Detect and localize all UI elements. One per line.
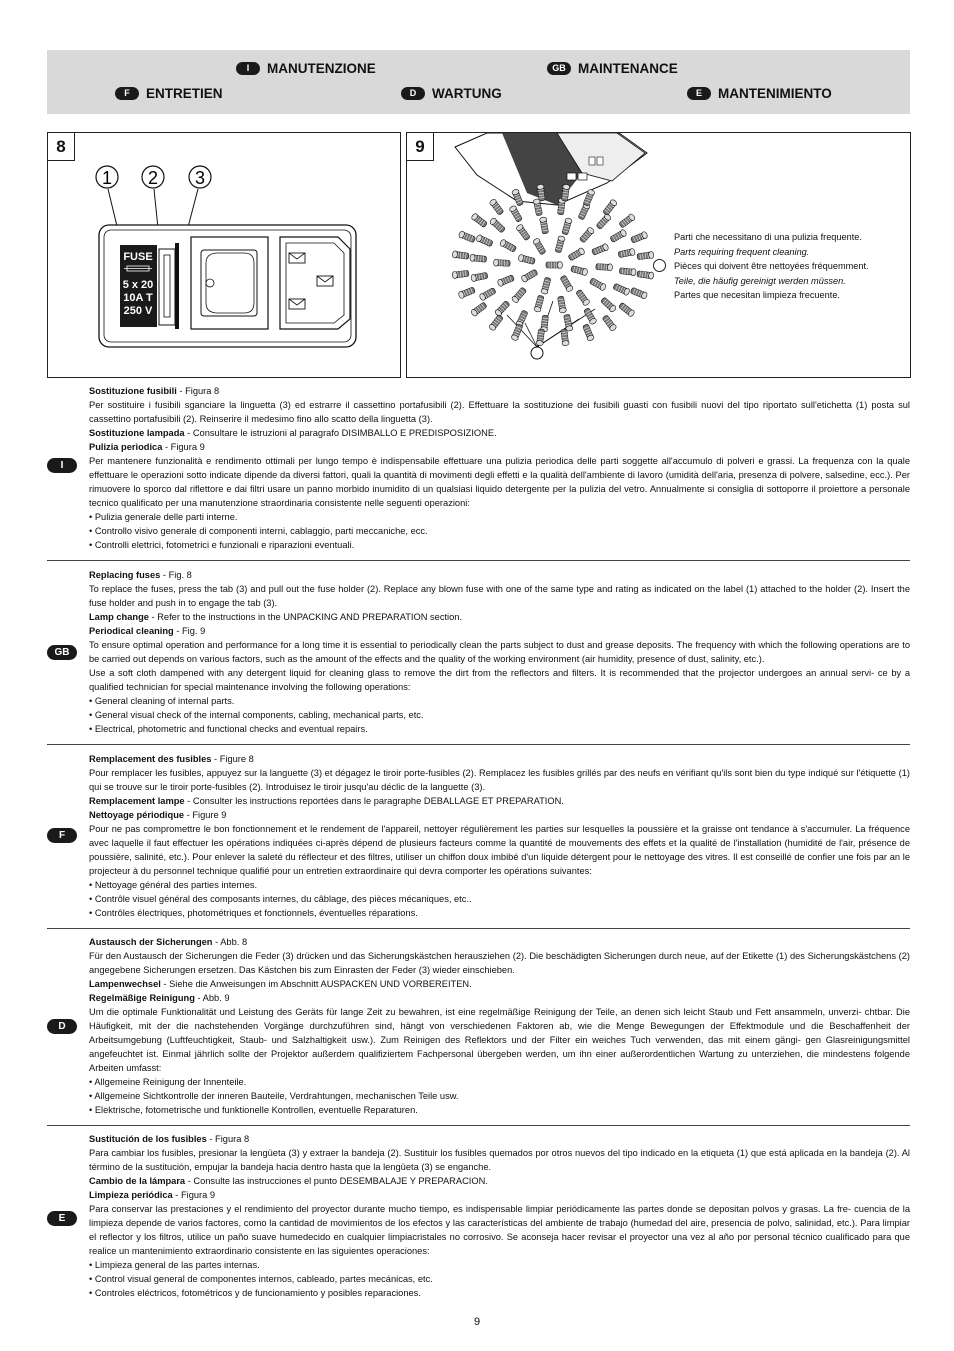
section-es xyxy=(47,1132,910,1304)
paragraph-text: • Nettoyage général des parties internes. xyxy=(89,880,258,890)
lens-tube xyxy=(494,300,510,317)
paragraph-text: • Controlli elettrici, fotometrici e funzionali e riparazioni eventuali. xyxy=(89,540,355,550)
lens-tube xyxy=(582,324,595,342)
lens-tube xyxy=(630,287,648,300)
lens-tube xyxy=(596,263,613,271)
lens-tube xyxy=(630,231,648,244)
legend-marker-circle xyxy=(653,259,666,272)
header-label-de: WARTUNG xyxy=(432,86,502,101)
paragraph-text: • Control visual general de componentes internos, cableado, partes mecánicas, etc. xyxy=(89,1274,433,1284)
badge-fr: F xyxy=(115,87,139,100)
lens-tube xyxy=(479,287,497,301)
lens-tube xyxy=(511,323,524,341)
lens-tube xyxy=(602,199,618,216)
paragraph-title: Austausch der Sicherungen xyxy=(89,937,213,947)
paragraph-text: Para cambiar los fusibles, presionar la lengüeta (3) y extraer la bandeja (2). Sustituir los fusibles quemados por otros nuevos del tipo indicado en la etiqueta (1) que está aplicada en la bandeja (2). Al término de la sustitución, empujar la bandeja hacia dentro hasta que la lengüeta (3) se enganche. xyxy=(89,1148,910,1172)
header-item-de xyxy=(401,86,502,101)
lens-tube xyxy=(546,262,563,269)
paragraph-title: Pulizia periodica xyxy=(89,442,163,452)
lens-tube xyxy=(560,329,569,346)
paragraph-reference: - Figura 8 xyxy=(176,386,220,396)
paragraph xyxy=(89,638,910,666)
section-content xyxy=(89,384,910,552)
paragraph-title: Remplacement lampe xyxy=(89,796,185,806)
lens-tube xyxy=(618,302,635,318)
paragraph-text: • Contrôle visuel général des composants internes, du câblage, des pièces mécaniques, etc.. xyxy=(89,894,472,904)
lens-tube xyxy=(509,205,523,223)
lens-tube xyxy=(618,248,636,258)
section-fr xyxy=(47,752,910,924)
callout-1: 1 xyxy=(101,168,113,188)
paragraph xyxy=(89,878,910,892)
legend-line-it: Parti che necessitano di una pulizia frequente. xyxy=(674,232,862,242)
section-badge: E xyxy=(47,1211,77,1226)
lens-tube xyxy=(557,296,567,313)
figure-9-legend xyxy=(674,230,909,303)
paragraph xyxy=(89,1075,910,1089)
header-label-gb: MAINTENANCE xyxy=(578,61,678,76)
lens-tube xyxy=(589,277,607,291)
paragraph xyxy=(89,398,910,426)
lens-tube xyxy=(499,239,517,253)
paragraph-text: • Allgemeine Reinigung der Innenteile. xyxy=(89,1077,247,1087)
paragraph xyxy=(89,1089,910,1103)
paragraph xyxy=(89,1188,910,1202)
paragraph xyxy=(89,1286,910,1300)
fuse-label-line-1: FUSE xyxy=(123,251,153,263)
paragraph xyxy=(89,1146,910,1174)
lens-tube xyxy=(602,314,618,331)
badge-de: D xyxy=(401,87,425,100)
paragraph xyxy=(89,1132,910,1146)
paragraph-text: • Limpieza general de las partes internas. xyxy=(89,1260,260,1270)
section-content xyxy=(89,752,910,920)
paragraph-title: Remplacement des fusibles xyxy=(89,754,212,764)
paragraph-reference: - Abb. 9 xyxy=(194,993,230,1003)
paragraph-reference: - Siehe die Anweisungen im Abschnitt AUSPACKEN UND VORBEREITEN. xyxy=(160,979,472,989)
paragraph-text: • Allgemeine Sichtkontrolle der inneren Bauteile, Verdrahtungen, mechanischen Teile usw. xyxy=(89,1091,459,1101)
paragraph-reference: - Figura 9 xyxy=(172,1190,216,1200)
paragraph-title: Lampenwechsel xyxy=(89,979,161,989)
paragraph xyxy=(89,949,910,977)
lens-tube xyxy=(532,237,546,255)
paragraph xyxy=(89,708,910,722)
figure-number: 9 xyxy=(407,133,434,161)
paragraph-text: Pour remplacer les fusibles, appuyez sur la languette (3) et dégagez le tiroir porte-fusibles (2). Remplacez les fusibles grillés par des neufs en vérifiant qu'ils sont bien du type indiqué sur l'étiquette (1) qui se trouve sur le tiroir porte-fusibles (2). Introduisez le tiroir jusqu'au déclic de la languette (3). xyxy=(89,768,910,792)
paragraph xyxy=(89,666,910,694)
lens-tube xyxy=(476,234,494,247)
badge-es: E xyxy=(687,87,711,100)
lens-tube xyxy=(568,247,586,261)
paragraph-title: Regelmäßige Reinigung xyxy=(89,993,195,1003)
paragraph xyxy=(89,722,910,736)
paragraph xyxy=(89,1272,910,1286)
paragraph xyxy=(89,568,910,582)
lens-tube xyxy=(521,269,539,283)
paragraph xyxy=(89,1258,910,1272)
lens-tube xyxy=(540,277,551,295)
paragraph xyxy=(89,935,910,949)
paragraph-text: • Contrôles électriques, photométriques et fonctionnels, éventuelles réparations. xyxy=(89,908,418,918)
header-item-fr xyxy=(115,86,223,101)
lens-tube xyxy=(560,275,574,293)
paragraph-text: • Elektrische, fotometrische und funktionelle Kontrollen, eventuelle Reparaturen. xyxy=(89,1105,418,1115)
paragraph-title: Sostituzione lampada xyxy=(89,428,185,438)
section-badge: F xyxy=(47,828,77,843)
paragraph-reference: - Figure 9 xyxy=(184,810,227,820)
page-number: 9 xyxy=(473,1316,481,1328)
section-it xyxy=(47,384,910,556)
section-gb xyxy=(47,568,910,740)
paragraph-text: Per sostituire i fusibili sganciare la linguetta (3) ed estrarre il cassettino portafusibili (2). Effettuare la sostituzione dei fusibili guasti con fusibili nuovi del tipo riportato sull'etichetta (1) posta sul cassettino portafusibili (2). Reinserire il medesimo fino allo scatto della linguetta (3). xyxy=(89,400,910,424)
lens-tube xyxy=(610,229,628,243)
lens-tube xyxy=(511,287,527,304)
lens-tube xyxy=(536,329,545,346)
paragraph xyxy=(89,1005,910,1075)
header-label-it: MANUTENZIONE xyxy=(267,61,376,76)
section-badge: D xyxy=(47,1019,77,1034)
paragraph xyxy=(89,426,910,440)
paragraph-title: Periodical cleaning xyxy=(89,626,174,636)
lens-tube xyxy=(471,213,488,229)
figure-8 xyxy=(47,132,401,378)
lens-tube xyxy=(497,274,515,287)
paragraph-text: Use a soft cloth dampened with any detergent liquid for cleaning glass to remove the dirt from the reflectors and filters. It is recommended that the projector undergoes an annual servi- ce by a qualified technician for special maintenance involving the following operations: xyxy=(89,668,910,692)
header-label-fr: ENTRETIEN xyxy=(146,86,223,101)
paragraph xyxy=(89,624,910,638)
lens-tube xyxy=(452,251,469,260)
paragraph xyxy=(89,524,910,538)
paragraph-text: • Pulizia generale delle parti interne. xyxy=(89,512,238,522)
paragraph-text: • Controles eléctricos, fotométricos y de funcionamiento y posibles reparaciones. xyxy=(89,1288,421,1298)
paragraph xyxy=(89,538,910,552)
section-badge: GB xyxy=(47,645,77,660)
paragraph xyxy=(89,440,910,454)
paragraph-reference: - Figura 9 xyxy=(162,442,205,452)
lens-tube xyxy=(583,307,597,325)
lens-tube xyxy=(570,265,588,276)
section-badge: I xyxy=(47,458,77,473)
pointer-circle xyxy=(531,347,543,359)
paragraph xyxy=(89,766,910,794)
paragraph xyxy=(89,808,910,822)
paragraph-reference: - Consulter les instructions reportées dans le paragraphe DEBALLAGE ET PREPARATION. xyxy=(184,796,564,806)
paragraph-title: Replacing fuses xyxy=(89,570,161,580)
lens-tube xyxy=(596,213,612,230)
paragraph xyxy=(89,384,910,398)
lens-tube xyxy=(619,213,636,229)
paragraph-text: Pour ne pas compromettre le bon fonctionnement et le rendement de l'appareil, nettoyer régulièrement les parties sur lesquelles la poussière et la graisse ont tendance à s'accumuler. La fréquence avec laquelle il faut effectuer les opérations indiquées ci-après dépend de plusieurs facteurs comme la quantité de mouvements des effets et la qualité de l'installation (humidité de l'air, présence de poussière, salinité, etc.). Pour enlever la saleté du réflecteur et des filtres, utiliser un chiffon doux imbibé d'un liquide détergent pour le nettoyage des vitres. Il est conseillé de confier une fois par an le projecteur à du personnel technique qualifié pour un entretien extraordinaire qui devra comporter les opérations suivantes: xyxy=(89,824,910,876)
paragraph-text: Per mantenere funzionalità e rendimento ottimali per lungo tempo è indispensabile effettuare una pulizia periodica delle parti soggette all'accumulo di polveri e grassi. La frequenza con la quale effettuare le operazioni sotto indicate dipende da diversi fattori, quali la quantità di movimenti degli effetti e la qualità dell'ambiente di lavoro (umidità dell'aria, presenza di polvere, salsedine, ecc.). Per rimuovere lo sporco dal riflettore e dai filtri usare un panno morbido inumidito di un qualsiasi liquido detergente per la pulizia del vetro. Annualmente si consiglia di sottoporre il proiettore a personale tecnico qualificato per una manutenzione straordinaria consistente nelle seguenti operazioni: xyxy=(89,456,910,508)
lens-tube xyxy=(489,198,505,215)
paragraph xyxy=(89,892,910,906)
lens-tube xyxy=(458,286,476,299)
paragraph-text: Für den Austausch der Sicherungen die Feder (3) drücken und das Sicherungskästchen herausziehen (2). Die beschädigten Sicherungen durch neue, auf der Etikette (1) des Sicherungskästchens (2) angegebene Sicherungen ersetzen. Das Kästchen bis zum Einrasten der Feder (3) wieder einschieben. xyxy=(89,951,910,975)
section-divider xyxy=(47,560,910,561)
paragraph-reference: - Consulte las instrucciones el punto DESEMBALAJE Y PREPARACION. xyxy=(185,1176,488,1186)
callout-3: 3 xyxy=(194,168,206,188)
lens-tube xyxy=(458,230,476,243)
lens-tube xyxy=(493,259,510,267)
fuse-label-line-3: 10A T xyxy=(123,292,153,304)
figure-number: 8 xyxy=(48,133,75,161)
badge-it: I xyxy=(236,62,260,75)
paragraph xyxy=(89,906,910,920)
header-label-es: MANTENIMIENTO xyxy=(718,86,832,101)
lens-tube xyxy=(575,289,590,306)
lens-tube xyxy=(488,314,504,331)
lens-tube xyxy=(515,224,530,241)
callout-2: 2 xyxy=(147,168,159,188)
lens-tube xyxy=(591,243,609,256)
lens-tube xyxy=(555,235,566,253)
paragraph xyxy=(89,694,910,708)
fuse-label-line-2: 5 x 20 xyxy=(122,279,154,291)
paragraph xyxy=(89,822,910,878)
paragraph-reference: - Fig. 8 xyxy=(160,570,192,580)
section-content xyxy=(89,568,910,736)
header-item-es xyxy=(687,86,832,101)
legend-line-es: Partes que necesitan limpieza frecuente. xyxy=(674,290,840,300)
paragraph-text: To ensure optimal operation and performance for a long time it is essential to periodically clean the parts subject to dust and grease deposits. The frequency with which the following operations are to be carried out depends on various factors, such as the amount of the effects and the quality of the working environment (air humidity, presence of dust, salinity, etc.). xyxy=(89,640,910,664)
pointer-line xyxy=(525,323,537,347)
paragraph xyxy=(89,610,910,624)
paragraph-title: Lamp change xyxy=(89,612,149,622)
lens-tube xyxy=(539,217,549,234)
lens-tube xyxy=(489,217,506,233)
paragraph-reference: - Refer to the instructions in the UNPACKING AND PREPARATION section. xyxy=(148,612,463,622)
paragraph xyxy=(89,977,910,991)
lens-tube xyxy=(600,297,617,313)
figure-9 xyxy=(406,132,911,378)
paragraph-title: Sustitución de los fusibles xyxy=(89,1134,207,1144)
section-content xyxy=(89,935,910,1117)
language-header xyxy=(47,50,910,114)
paragraph-reference: - Figura 8 xyxy=(206,1134,250,1144)
paragraph-reference: - Figure 8 xyxy=(211,754,254,764)
lens-tube xyxy=(452,270,469,279)
paragraph-text: • Electrical, photometric and functional checks and eventual repairs. xyxy=(89,724,368,734)
paragraph-text: Para conservar las prestaciones y el rendimiento del proyector durante mucho tiempo, es indispensable limpiar periódicamente las partes donde se depositan polvos y grasas. La fre- cuencia de la limpieza depende de varios factores, como la cantidad de movimientos de los efectos y las características del ambiente de trabajo (humedad del aire, presencia de polvo, salinidad, etc.). Para limpiar el reflector y los filtros, utilice un paño suave humedecido en cualquier limpiacristales no corrosivo. Se aconseja hacer revisar el proyector una vez al año por personal técnico cualificado para que realice un mantenimiento extraordinario consistente en las siguientes operaciones: xyxy=(89,1204,910,1256)
paragraph xyxy=(89,582,910,610)
lens-tube xyxy=(613,283,631,296)
header-item-gb xyxy=(547,61,678,76)
lens-tube xyxy=(637,270,654,279)
fuse-label-line-4: 250 V xyxy=(123,305,153,317)
paragraph-text: • General cleaning of internal parts. xyxy=(89,696,235,706)
paragraph xyxy=(89,1202,910,1258)
paragraph xyxy=(89,991,910,1005)
paragraph-title: Limpieza periódica xyxy=(89,1190,173,1200)
legend-line-de: Teile, die häufig gereinigt werden müssen. xyxy=(674,275,846,286)
paragraph-text: • Controllo visivo generale di componenti interni, cablaggio, parti meccaniche, ecc. xyxy=(89,526,428,536)
paragraph xyxy=(89,1174,910,1188)
section-content xyxy=(89,1132,910,1300)
paragraph-reference: - Consultare le istruzioni al paragrafo DISIMBALLO E PREDISPOSIZIONE. xyxy=(184,428,497,438)
section-divider xyxy=(47,744,910,745)
paragraph xyxy=(89,752,910,766)
paragraph xyxy=(89,794,910,808)
lens-tube xyxy=(579,226,595,243)
paragraph-title: Cambio de la lámpara xyxy=(89,1176,186,1186)
lens-tube xyxy=(518,254,536,265)
paragraph-text: To replace the fuses, press the tab (3) and pull out the fuse holder (2). Replace any blown fuse with one of the same type and rating as indicated on the label (1) attached to the holder (2). Insert the fuse holder and push in to engage the tab (3). xyxy=(89,584,910,608)
lens-tube xyxy=(470,301,487,317)
paragraph xyxy=(89,454,910,510)
lens-tube xyxy=(561,217,572,235)
header-item-it xyxy=(236,61,376,76)
paragraph-reference: - Abb. 8 xyxy=(212,937,248,947)
lens-tube xyxy=(471,272,489,282)
paragraph xyxy=(89,510,910,524)
paragraph-text: Um die optimale Funktionalität und Leistung des Geräts für lange Zeit zu bewahren, ist eine regelmäßige Reinigung der Teile, an denen sich leicht Staub und Fett ansammeln, unverzi- chtbar. Die Häufigkeit, mit der die nachstehenden Vorgänge durchzuführen sind, hängt von verschiedenen Faktoren ab, wie die Menge Bewegungen der Effektmodule und die Beschaffenheit der Arbeitsumgebung (Luftfeuchtigkeit, Staub- und Salzhaltigkeit usw.). Zum Reinigen des Reflektors und der Filter ein weiches Tuch verwenden, das mit einem gängi- gen Glasreinigungsmittel angefeuchtet ist. Einmal jährlich sollte der Projektor außerdem qualifiziertem Fachpersonal übergeben werden, um ihn einer außerordentlichen Wartung zu unterziehen, die mindestens folgende Arbeiten umfasst: xyxy=(89,1007,910,1073)
lens-tube xyxy=(470,254,487,263)
lens-tube xyxy=(637,251,654,260)
section-divider xyxy=(47,928,910,929)
legend-line-fr: Pièces qui doivent être nettoyées fréquemment. xyxy=(674,261,869,271)
lens-tube xyxy=(619,267,636,276)
paragraph-title: Nettoyage périodique xyxy=(89,810,185,820)
legend-line-en: Parts requiring frequent cleaning. xyxy=(674,246,810,257)
paragraph xyxy=(89,1103,910,1117)
badge-gb: GB xyxy=(547,62,571,75)
paragraph-reference: - Fig. 9 xyxy=(173,626,206,636)
section-divider xyxy=(47,1125,910,1126)
section-de xyxy=(47,935,910,1121)
paragraph-text: • General visual check of the internal components, cabling, mechanical parts, etc. xyxy=(89,710,424,720)
fuse-holder-illustration xyxy=(48,133,401,378)
lens-tube xyxy=(533,295,544,313)
paragraph-title: Sostituzione fusibili xyxy=(89,386,177,396)
